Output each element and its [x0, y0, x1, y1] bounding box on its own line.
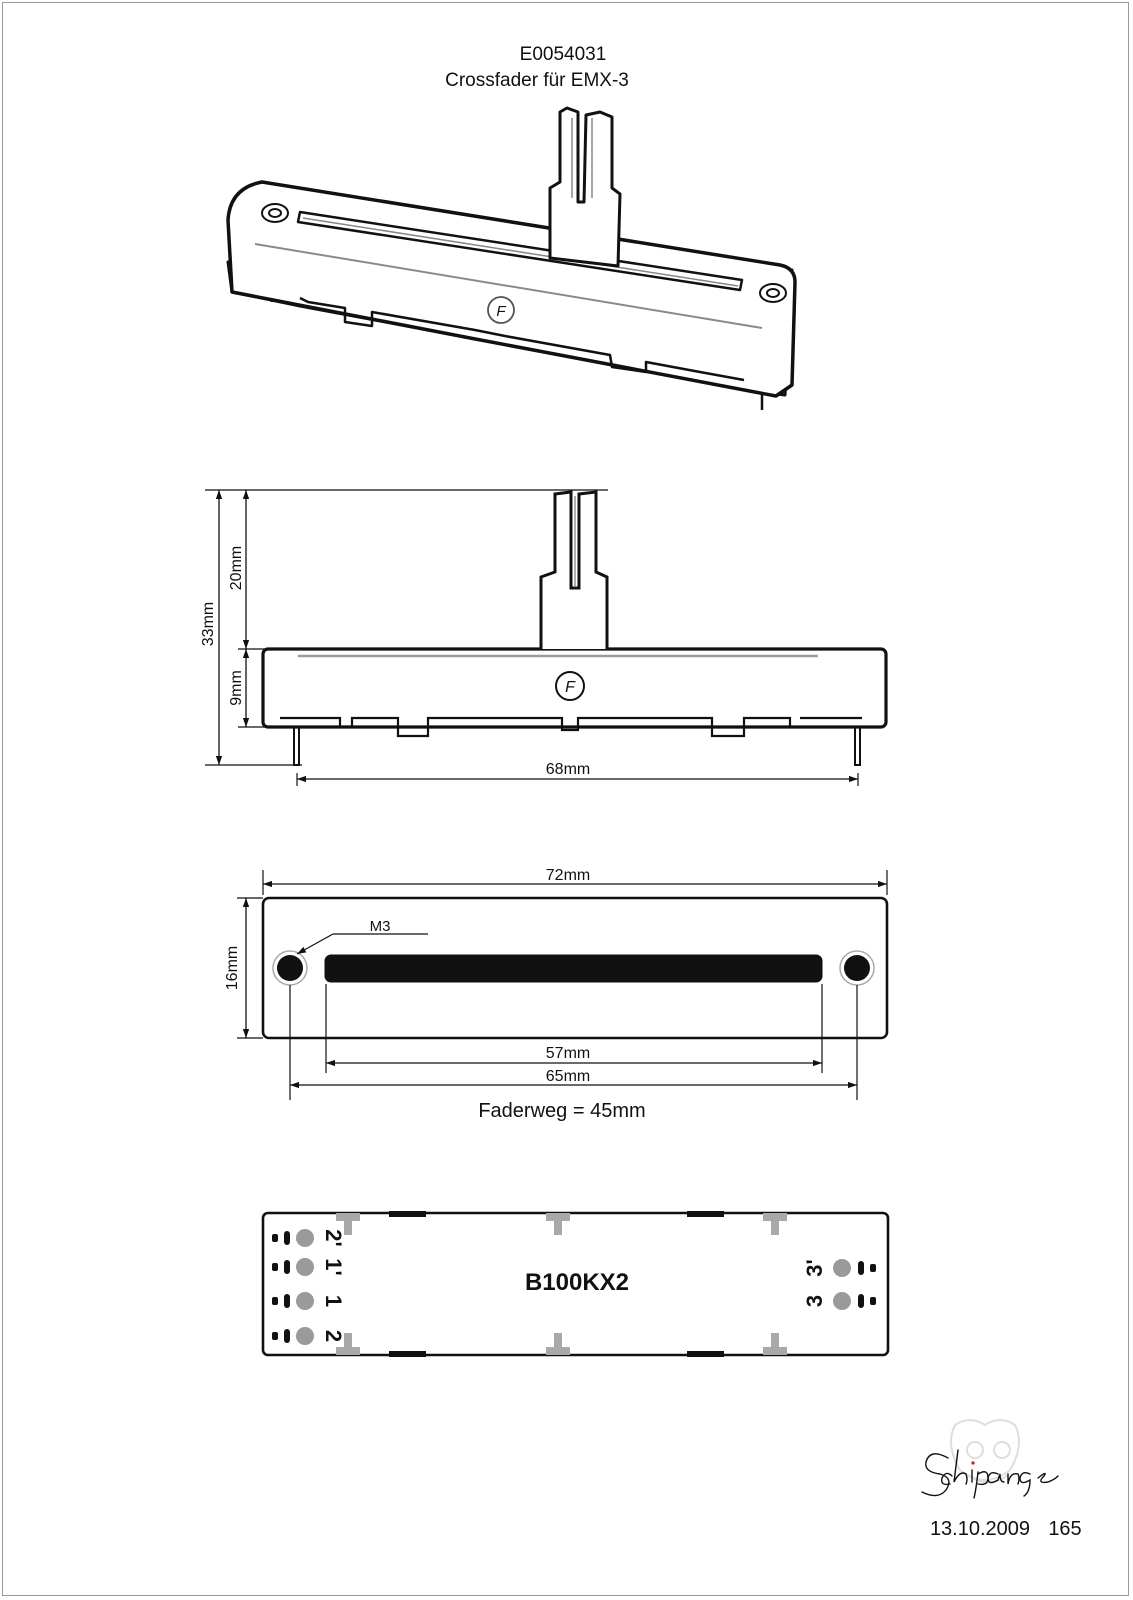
dim-width: 16mm — [224, 945, 241, 991]
dim-body-height: 9mm — [228, 670, 245, 706]
dim-total-length: 72mm — [545, 867, 591, 884]
part-marking: B100KX2 — [524, 1269, 630, 1296]
dim-hole-spacing: 65mm — [545, 1068, 591, 1085]
pin-label: 3' — [801, 1259, 827, 1277]
bottom-view — [263, 1211, 888, 1357]
pin-label: 1' — [321, 1258, 347, 1276]
drawing-date: 13.10.2009 — [929, 1518, 1031, 1540]
dim-slot-length: 57mm — [545, 1045, 591, 1062]
pin-label: 2' — [321, 1229, 347, 1247]
part-number: E0054031 — [519, 44, 607, 65]
isometric-view — [228, 108, 795, 410]
travel-label: Faderweg = 45mm — [478, 1100, 646, 1122]
drawing-title: Crossfader für EMX-3 — [445, 70, 629, 91]
page-number: 165 — [1048, 1518, 1082, 1540]
svg-text:F: F — [496, 303, 506, 320]
dim-pin-span: 68mm — [545, 761, 591, 778]
top-view — [237, 870, 887, 1100]
pin-label: 1 — [321, 1294, 347, 1308]
svg-text:F: F — [565, 679, 575, 696]
dim-knob-height: 20mm — [228, 545, 245, 591]
signature — [922, 1450, 1058, 1498]
side-view — [205, 490, 886, 786]
pin-label: 3 — [801, 1294, 827, 1308]
pin-label: 2 — [321, 1329, 347, 1343]
screw-label: M3 — [369, 918, 391, 935]
dim-total-height: 33mm — [200, 601, 217, 647]
